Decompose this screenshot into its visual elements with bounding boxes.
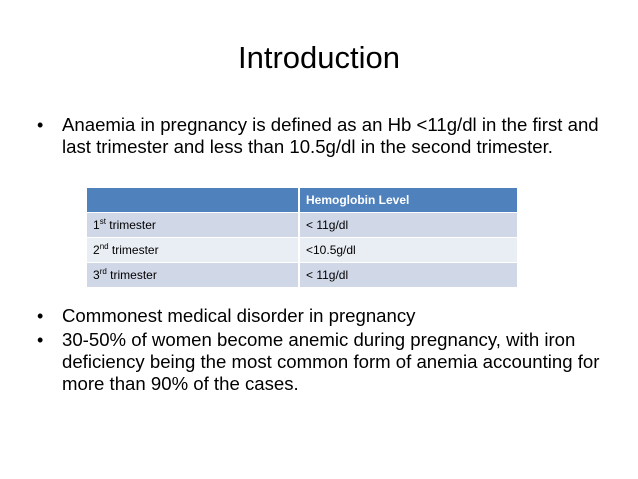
slide-title: Introduction — [238, 40, 400, 75]
table-cell-value: < 11g/dl — [299, 213, 517, 238]
table-header-cell: Hemoglobin Level — [299, 188, 517, 213]
table-header-cell — [87, 188, 299, 213]
table-row — [87, 238, 517, 263]
bullet-list-top — [37, 114, 607, 160]
table-cell-trimester: 3rd trimester — [87, 263, 299, 288]
bullet-item — [37, 114, 607, 158]
bullet-text: Commonest medical disorder in pregnancy — [62, 305, 416, 326]
bullet-text: Anaemia in pregnancy is defined as an Hb <11g/dl in the first and last trimester and less than 10.5g/dl in the second trimester. — [62, 114, 599, 157]
table-cell-trimester: 1st trimester — [87, 213, 299, 238]
bullet-dot-icon: • — [37, 306, 44, 326]
table-row — [87, 213, 517, 238]
table-header-row — [87, 188, 517, 213]
table-cell-trimester: 2nd trimester — [87, 238, 299, 263]
hemoglobin-table — [87, 188, 517, 288]
bullet-list-bottom — [37, 305, 607, 397]
bullet-text: 30-50% of women become anemic during pregnancy, with iron deficiency being the most common form of anemia accounting for more than 90% of the cases. — [62, 329, 600, 394]
bullet-item — [37, 329, 607, 395]
bullet-item — [37, 305, 607, 327]
table-row — [87, 263, 517, 288]
table-cell-value: < 11g/dl — [299, 263, 517, 288]
table-cell-value: <10.5g/dl — [299, 238, 517, 263]
bullet-dot-icon: • — [37, 330, 44, 350]
bullet-dot-icon: • — [37, 115, 44, 135]
